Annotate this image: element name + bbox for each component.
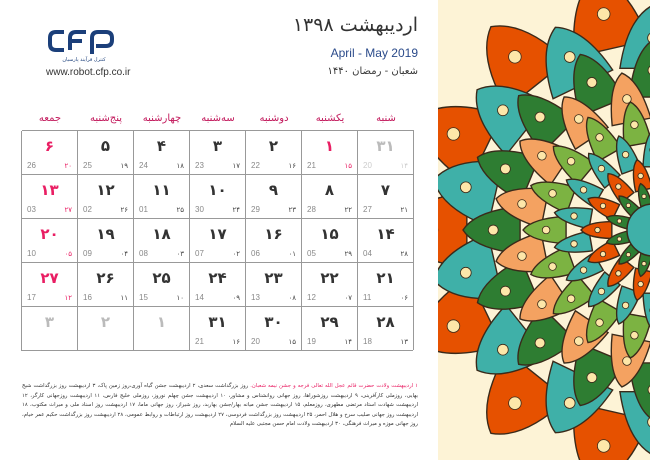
hijri-day-number: ۲۸ <box>400 250 408 258</box>
day-cell[interactable] <box>133 175 189 219</box>
day-cell[interactable] <box>21 263 77 307</box>
gregorian-day-number: 26 <box>27 161 36 170</box>
persian-day-number: ۱ <box>156 313 167 331</box>
day-cell[interactable] <box>357 175 413 219</box>
day-cell[interactable] <box>77 219 133 263</box>
weekday-label: چهارشنبه <box>142 113 182 124</box>
gregorian-day-number: 15 <box>139 293 148 302</box>
persian-day-number: ۱ <box>324 137 335 155</box>
day-cell[interactable] <box>301 219 357 263</box>
gregorian-day-number: 28 <box>307 205 316 214</box>
day-cell[interactable] <box>245 131 301 175</box>
hijri-day-number: ۰۲ <box>232 250 240 258</box>
day-cell[interactable] <box>245 307 301 351</box>
logo-subtitle: کنترل فرآیند پارسیان <box>62 57 106 63</box>
persian-day-number: ۲۵ <box>152 269 171 287</box>
persian-day-number: ۲۰ <box>40 225 59 243</box>
weekday-label: پنج‌شنبه <box>89 113 123 124</box>
persian-day-number: ۲۷ <box>40 269 59 287</box>
hijri-day-number: ۱۸ <box>176 162 184 170</box>
persian-day-number: ۲۴ <box>208 269 227 287</box>
gregorian-day-number: 03 <box>27 205 36 214</box>
persian-day-number: ۷ <box>380 181 391 199</box>
day-cell[interactable] <box>77 263 133 307</box>
day-cell[interactable] <box>133 131 189 175</box>
persian-day-number: ۳ <box>44 313 55 331</box>
gregorian-day-number: 16 <box>83 293 92 302</box>
calendar-grid <box>22 130 414 350</box>
persian-day-number: ۳۱ <box>208 313 227 331</box>
hijri-day-number: ۱۳ <box>400 338 408 346</box>
gregorian-day-number: 20 <box>363 161 372 170</box>
gregorian-day-number: 19 <box>307 337 316 346</box>
persian-day-number: ۳۱ <box>376 137 395 155</box>
persian-day-number: ۲۶ <box>96 269 115 287</box>
persian-day-number: ۱۴ <box>376 225 395 243</box>
day-cell[interactable] <box>21 219 77 263</box>
hijri-day-number: ۰۷ <box>344 294 352 302</box>
persian-day-number: ۱۳ <box>40 181 59 199</box>
persian-day-number: ۵ <box>100 137 111 155</box>
day-cell[interactable] <box>189 131 245 175</box>
hijri-day-number: ۰۱ <box>288 250 296 258</box>
day-cell[interactable] <box>133 307 189 351</box>
gregorian-day-number: 12 <box>307 293 316 302</box>
gregorian-day-number: 20 <box>251 337 260 346</box>
persian-day-number: ۲۱ <box>376 269 395 287</box>
cfp-logo-icon <box>46 26 122 56</box>
hijri-day-number: ۱۴ <box>344 338 352 346</box>
day-cell[interactable] <box>189 219 245 263</box>
day-cell[interactable] <box>21 307 77 351</box>
day-cell[interactable] <box>77 175 133 219</box>
persian-day-number: ۲۸ <box>376 313 395 331</box>
gregorian-day-number: 27 <box>363 205 372 214</box>
persian-day-number: ۲۳ <box>264 269 283 287</box>
hijri-months: شعبان - رمضان ۱۴۴۰ <box>327 66 418 77</box>
persian-day-number: ۱۰ <box>208 181 227 199</box>
gregorian-day-number: 07 <box>195 249 204 258</box>
hijri-day-number: ۱۶ <box>288 162 296 170</box>
gregorian-day-number: 01 <box>139 205 148 214</box>
gregorian-day-number: 11 <box>363 293 372 302</box>
day-cell[interactable] <box>77 307 133 351</box>
persian-day-number: ۱۵ <box>320 225 339 243</box>
day-cell[interactable] <box>133 263 189 307</box>
brand-logo <box>46 26 122 63</box>
day-cell[interactable] <box>357 131 413 175</box>
day-cell[interactable] <box>133 219 189 263</box>
month-title: اردیبهشت ۱۳۹۸ <box>292 14 418 36</box>
gregorian-day-number: 24 <box>139 161 148 170</box>
hijri-day-number: ۱۹ <box>120 162 128 170</box>
hijri-day-number: ۲۵ <box>176 206 184 214</box>
hijri-day-number: ۰۹ <box>232 294 240 302</box>
day-cell[interactable] <box>21 131 77 175</box>
title-block <box>293 14 418 77</box>
gregorian-day-number: 22 <box>251 161 260 170</box>
hijri-day-number: ۰۳ <box>176 250 184 258</box>
persian-day-number: ۶ <box>44 137 55 155</box>
hijri-day-number: ۱۶ <box>232 338 240 346</box>
gregorian-day-number: 29 <box>251 205 260 214</box>
gregorian-day-number: 21 <box>195 337 204 346</box>
day-cell[interactable] <box>357 219 413 263</box>
hijri-day-number: ۲۹ <box>344 250 352 258</box>
hijri-day-number: ۲۳ <box>288 206 296 214</box>
persian-day-number: ۳۰ <box>264 313 283 331</box>
persian-day-number: ۱۹ <box>96 225 115 243</box>
persian-day-number: ۴ <box>156 137 167 155</box>
weekday-label: سه‌شنبه <box>201 113 235 124</box>
day-cell[interactable] <box>21 175 77 219</box>
day-cell[interactable] <box>245 219 301 263</box>
persian-day-number: ۲ <box>268 137 279 155</box>
day-cell[interactable] <box>301 263 357 307</box>
hijri-day-number: ۱۴ <box>400 162 408 170</box>
weekday-header <box>22 113 414 124</box>
weekday-label: جمعه <box>38 113 62 124</box>
persian-day-number: ۱۶ <box>264 225 283 243</box>
day-cell[interactable] <box>189 175 245 219</box>
hijri-day-number: ۲۷ <box>64 206 72 214</box>
persian-day-number: ۲۹ <box>320 313 339 331</box>
hijri-day-number: ۲۶ <box>120 206 128 214</box>
gregorian-day-number: 14 <box>195 293 204 302</box>
gregorian-day-number: 21 <box>307 161 316 170</box>
gregorian-day-number: 17 <box>27 293 36 302</box>
day-cell[interactable] <box>77 131 133 175</box>
hijri-day-number: ۱۲ <box>64 294 72 302</box>
persian-day-number: ۲۲ <box>320 269 339 287</box>
hijri-day-number: ۰۸ <box>288 294 296 302</box>
gregorian-day-number: 18 <box>363 337 372 346</box>
day-cell[interactable] <box>301 175 357 219</box>
gregorian-months: April - May 2019 <box>330 46 418 60</box>
gregorian-day-number: 08 <box>139 249 148 258</box>
weekday-label: یکشنبه <box>315 113 345 124</box>
day-cell[interactable] <box>301 307 357 351</box>
persian-day-number: ۱۲ <box>96 181 115 199</box>
weekday-label: دوشنبه <box>259 113 289 124</box>
mandala-decoration <box>438 0 650 460</box>
hijri-day-number: ۱۵ <box>288 338 296 346</box>
day-cell[interactable] <box>301 131 357 175</box>
gregorian-day-number: 10 <box>27 249 36 258</box>
day-cell[interactable] <box>357 263 413 307</box>
persian-day-number: ۳ <box>212 137 223 155</box>
hijri-day-number: ۰۵ <box>64 250 72 258</box>
gregorian-day-number: 06 <box>251 249 260 258</box>
gregorian-day-number: 30 <box>195 205 204 214</box>
persian-day-number: ۸ <box>324 181 335 199</box>
note-events: روز بزرگداشت سعدی، ۲ اردیبهشت جشن گیاه آوری،روز زمین پاک، ۳ اردیبهشت روز بزرگداشت شیخ بهایی، روزملی کارآفرینی، ۹ اردیبهشت روزشوراها، روز جهانی روانشناس و مشاور، ۱۰ اردیبهشت جشن چهلم نوروز، روزملی خلیج فارس، ۱۱ اردیبهشت روزجهانی کارگر، ۱۲ اردیبهشت شهادت استاد مرتضی مطهری، روزمعلم، ۱۵ اردیبهشت جشن میانه بهار/جشن بهاربد، روز شیراز، روز جهانی ماما، ۱۷ اردیبهشت روز اسناد ملی و میراث مکتوب، ۱۸ اردیبهشت روز جهانی صلیب سرخ و هلال احمر، ۲۵ اردیبهشت روز بزرگداشت فردوسی، ۲۷ اردیبهشت روز ارتباطات و روابط عمومی، ۲۸ اردیبهشت روز بزرگداشت حکیم عمر خیام، روز جهانی موزه و میراث فرهنگی، ۳۰ اردیبهشت ولادت امام حسن مجتبی علیه السلام <box>22 383 419 427</box>
hijri-day-number: ۲۰ <box>64 162 72 170</box>
gregorian-day-number: 25 <box>83 161 92 170</box>
persian-day-number: ۱۱ <box>152 181 171 199</box>
gregorian-day-number: 02 <box>83 205 92 214</box>
day-cell[interactable] <box>357 307 413 351</box>
day-cell[interactable] <box>245 175 301 219</box>
mandala-art <box>438 0 650 460</box>
website-link[interactable]: www.robot.cfp.co.ir <box>46 67 131 78</box>
persian-day-number: ۹ <box>268 181 279 199</box>
day-cell[interactable] <box>189 263 245 307</box>
logo-text: cfp <box>46 26 48 27</box>
hijri-day-number: ۰۶ <box>400 294 408 302</box>
hijri-day-number: ۱۷ <box>232 162 240 170</box>
hijri-day-number: ۰۴ <box>120 250 128 258</box>
day-cell[interactable] <box>245 263 301 307</box>
gregorian-day-number: 05 <box>307 249 316 258</box>
gregorian-day-number: 04 <box>363 249 372 258</box>
hijri-day-number: ۲۱ <box>400 206 408 214</box>
gregorian-day-number: 13 <box>251 293 260 302</box>
gregorian-day-number: 09 <box>83 249 92 258</box>
persian-day-number: ۱۷ <box>208 225 227 243</box>
hijri-day-number: ۱۰ <box>176 294 184 302</box>
hijri-day-number: ۲۴ <box>232 206 240 214</box>
note-holiday: ۱ اردیبهشت ولادت حضرت قائم عجل الله تعالی فرجه و جشن نیمه شعبان. <box>250 383 418 389</box>
events-notes <box>22 382 418 430</box>
hijri-day-number: ۱۵ <box>344 162 352 170</box>
persian-day-number: ۱۸ <box>152 225 171 243</box>
hijri-day-number: ۱۱ <box>120 294 128 302</box>
day-cell[interactable] <box>189 307 245 351</box>
hijri-day-number: ۲۲ <box>344 206 352 214</box>
gregorian-day-number: 23 <box>195 161 204 170</box>
persian-day-number: ۲ <box>100 313 111 331</box>
weekday-label: شنبه <box>376 113 396 124</box>
